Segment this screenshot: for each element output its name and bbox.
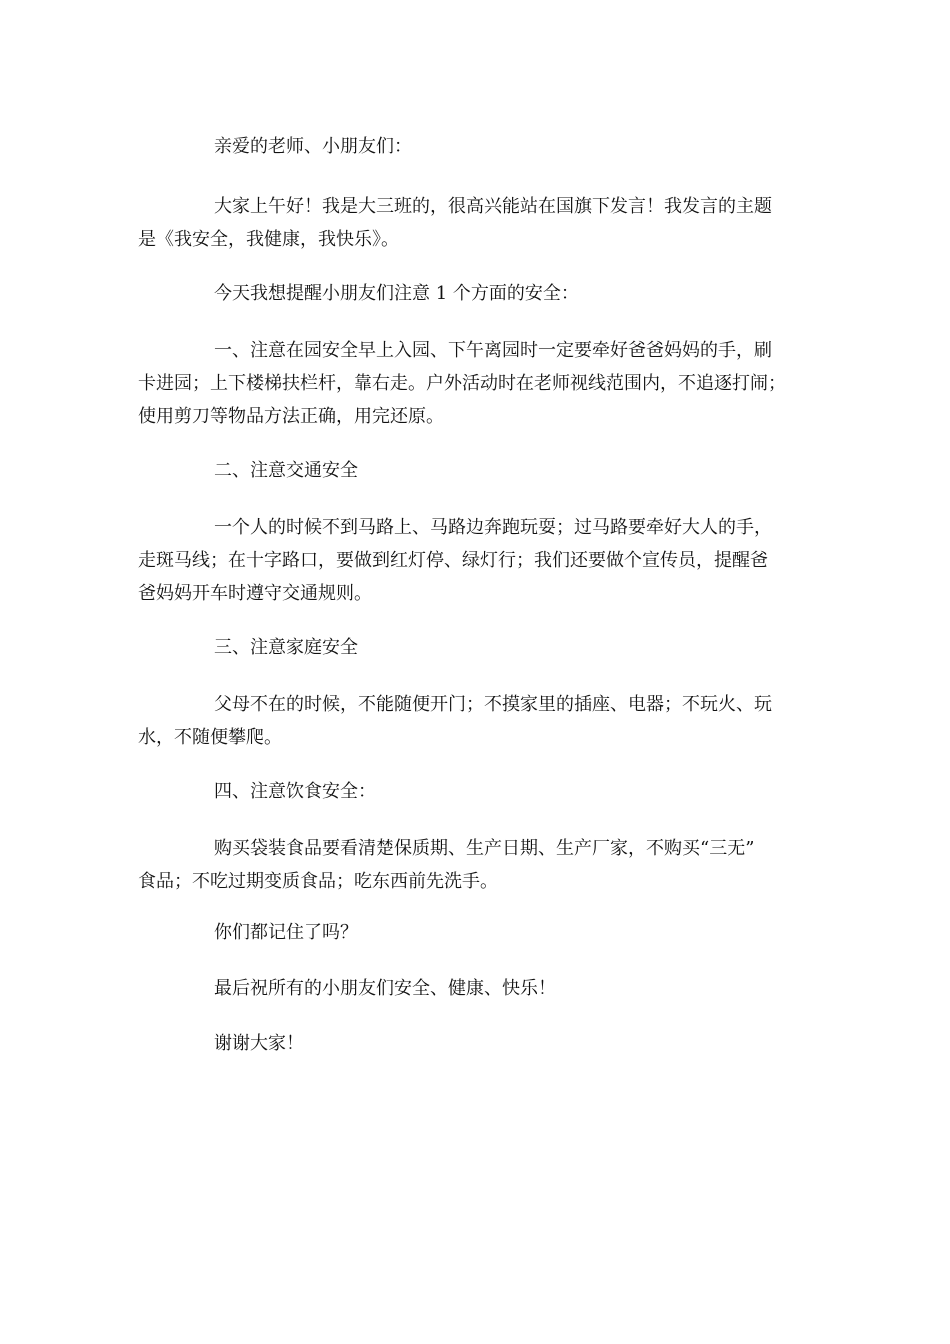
text-line: 使用剪刀等物品方法正确，用完还原。 — [138, 406, 444, 427]
text-line: 卡进园；上下楼梯扶栏杆，靠右走。户外活动时在老师视线范围内，不追逐打闹； — [138, 373, 786, 394]
paragraph-section-4 — [138, 832, 814, 898]
text-line: 一个人的时候不到马路上、马路边奔跑玩耍；过马路要牵好大人的手， — [214, 517, 772, 538]
text-line: 购买袋装食品要看清楚保质期、生产日期、生产厂家，不购买“三无” — [214, 838, 755, 859]
paragraph-section-3 — [138, 688, 814, 754]
paragraph-heading-3 — [138, 633, 814, 659]
text-line: 是《我安全，我健康，我快乐》。 — [138, 229, 399, 250]
text-line: 谢谢大家！ — [214, 1033, 304, 1054]
text-line: 你们都记住了吗？ — [214, 922, 358, 943]
text-line: 三、注意家庭安全 — [214, 637, 358, 658]
text-line: 食品；不吃过期变质食品；吃东西前先洗手。 — [138, 871, 498, 892]
text-line: 最后祝所有的小朋友们安全、健康、快乐！ — [214, 978, 556, 999]
paragraph-question — [138, 918, 814, 944]
text-line: 四、注意饮食安全： — [214, 781, 376, 802]
text-line: 今天我想提醒小朋友们注意 1 个方面的安全： — [214, 283, 579, 304]
paragraph-reminder — [138, 279, 814, 305]
text-line: 一、注意在园安全早上入园、下午离园时一定要牵好爸爸妈妈的手，刷 — [214, 340, 772, 361]
text-line: 亲爱的老师、小朋友们： — [214, 136, 412, 157]
paragraph-section-2 — [138, 511, 814, 610]
text-line: 大家上午好！我是大三班的，很高兴能站在国旗下发言！我发言的主题 — [214, 196, 772, 217]
paragraph-section-1 — [138, 334, 814, 433]
paragraph-greeting — [138, 132, 814, 158]
paragraph-heading-4 — [138, 777, 814, 803]
text-line: 水，不随便攀爬。 — [138, 727, 282, 748]
text-line: 父母不在的时候，不能随便开门；不摸家里的插座、电器；不玩火、玩 — [214, 694, 772, 715]
paragraph-opening — [138, 190, 814, 256]
paragraph-heading-2 — [138, 456, 814, 482]
text-line: 走斑马线；在十字路口，要做到红灯停、绿灯行；我们还要做个宣传员，提醒爸 — [138, 550, 768, 571]
text-line: 爸妈妈开车时遵守交通规则。 — [138, 583, 372, 604]
paragraph-wishes — [138, 974, 814, 1000]
text-line: 二、注意交通安全 — [214, 460, 358, 481]
paragraph-thanks — [138, 1029, 814, 1055]
